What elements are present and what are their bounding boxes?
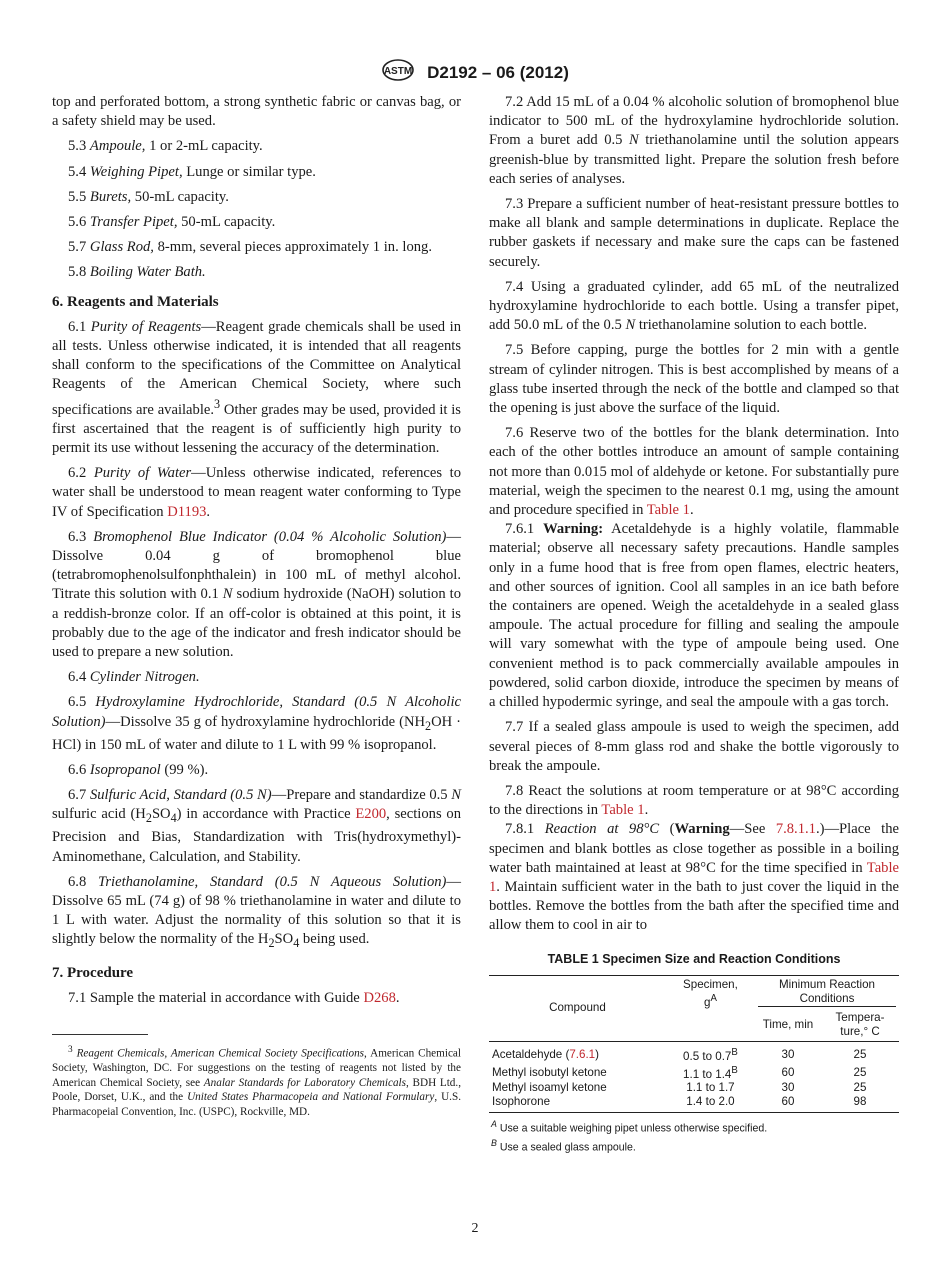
table-1 (489, 950, 899, 1155)
specimen-table (489, 975, 899, 1114)
table-note-a: $^A$ Use a suitable weighing pipet unless otherwise specified. (491, 1119, 768, 1135)
paragraph-6-8: 6.8 Triethanolamine, Standard (0.5 N Aqueous Solution)—Dissolve 65 mL (74 g) of 98 % triethanolamine in water and dilute to 1 L with water. Adjust the normality of this solution so that it is slightly below the normality of the $H_2SO_4$ being used. (52, 873, 462, 951)
link-e200[interactable]: E200 (355, 806, 387, 823)
apparatus-list (52, 137, 461, 282)
table-notes (489, 1117, 899, 1154)
page-header (0, 58, 950, 87)
table-row: Acetaldehyde (7.6.1) 0.5 to $0.7^B$ 30 25 (492, 1046, 867, 1063)
right-column (489, 93, 899, 1155)
link-d1193[interactable]: D1193 (167, 503, 207, 520)
paragraph-7-4: 7.4 Using a graduated cylinder, add 65 mL of the neutralized hydroxylamine hydrochloride to each bottle. Using a transfer pipet, add 50.0 mL of the 0.5 N triethanolamine solution to each bottle. (489, 278, 899, 334)
link-table-1[interactable]: Table 1 (489, 859, 899, 895)
paragraph-6-3: 6.3 Bromophenol Blue Indicator (0.04 % Alcoholic Solution)—Dissolve 0.04 g of bromophenol blue (tetrabromophenolsulfonphthalein) in 100 mL of methyl alcohol. Titrate this solution with 0.1 N sodium hydroxide (NaOH) solution to a reddish-bronze color. If an off-color is obtained at this point, it is probably due to the age of the indicator and fresh indicator should be used to prepare a new solution. (52, 528, 462, 660)
header-min-conditions: Minimum Reaction Conditions (755, 975, 899, 1009)
astm-logo-icon (381, 58, 415, 87)
paragraph-7-6: 7.6 Reserve two of the bottles for the blank determination. Into each of the other bottles introduce an amount of sample containing not more than 0.015 mol of aldehyde or ketone. For substantially pure material, weigh the specimen to the nearest 0.1 mg, using the amount and procedure specified in Table 1. (489, 425, 899, 519)
continued-paragraph: top and perforated bottom, a strong synthetic fabric or canvas bag, or a safety shield may be used. (52, 94, 461, 130)
paragraph-7-2: 7.2 Add 15 mL of a 0.04 % alcoholic solution of bromophenol blue indicator to 500 mL of the hydroxylamine hydrochloride solution. From a buret add 0.5 N triethanolamine until the solution appears greenish-blue by transmitted light. Prepare the solution fresh before each series of analyses. (489, 94, 899, 187)
table-caption: TABLE 1 Specimen Size and Reaction Conditions (547, 951, 841, 966)
paragraph-7-8-1: 7.8.1 Reaction at 98°C (Warning—See 7.8.1.1.)—Place the specimen and blank bottles as close together as possible in a boiling water bath maintained at least at 98°C for the time specified in Table 1. Maintain sufficient water in the bath to just cover the liquid in the bottles. Remove the bottles from the bath after the specified time and allow them to cool in air to (489, 821, 899, 934)
list-item: 5.5 Burets, 50-mL capacity. (68, 188, 229, 205)
document-id: D2192 – 06 (2012) (427, 62, 569, 82)
paragraph-7-5: 7.5 Before capping, purge the bottles for 2 min with a gentle stream of cylinder nitrogen. This is best accomplished by means of a glass tube inserted through the neck of the bottle and clamped so that the opening is just above the surface of the liquid. (489, 342, 899, 417)
table-row: Methyl isoamyl ketone 1.1 to 1.7 30 25 (492, 1081, 867, 1095)
paragraph-6-2: 6.2 Purity of Water—Unless otherwise indicated, references to water shall be understood to mean reagent water conforming to Type IV of Specification D1193. (52, 465, 461, 520)
link-table-1[interactable]: Table 1 (601, 802, 645, 819)
link-table-1[interactable]: Table 1 (646, 502, 690, 519)
paragraph-7-8: 7.8 React the solutions at room temperature or at 98°C according to the directions in Table 1. (489, 782, 899, 819)
paragraph-6-4: 6.4 Cylinder Nitrogen. (68, 669, 200, 686)
paragraph-6-6: 6.6 Isopropanol (99 %). (68, 761, 209, 778)
header-time: Time, min (755, 1009, 821, 1042)
link-7-6-1[interactable]: 7.6.1 (569, 1047, 596, 1061)
paragraph-7-7: 7.7 If a sealed glass ampoule is used to weigh the specimen, add several pieces of 8-mm glass rod and shake the bottle vigorously to break the ampoule. (489, 719, 899, 774)
paragraph-6-5: 6.5 Hydroxylamine Hydrochloride, Standard (0.5 N Alcoholic Solution)—Dissolve 35 g of hydroxylamine hydrochloride $(NH_2OH \cdot HCl)$ in 150 mL of water and dilute to 1 L with 99 % isopropanol. (52, 694, 462, 753)
link-7-8-1-1[interactable]: 7.8.1.1 (775, 821, 816, 838)
table-row: Isophorone 1.4 to 2.0 60 98 (489, 1095, 899, 1113)
section-heading-procedure: 7. Procedure (52, 964, 134, 981)
header-compound: Compound (489, 975, 666, 1041)
page-number: 2 (471, 1221, 479, 1236)
logo-text: ASTM (383, 66, 413, 77)
left-column (52, 93, 461, 1125)
link-d268[interactable]: D268 (363, 989, 396, 1006)
table-note-b: $^B$ Use a sealed glass ampoule. (491, 1137, 636, 1154)
paragraph-7-1: 7.1 Sample the material in accordance with Guide D268. (68, 989, 400, 1006)
paragraph-6-7: 6.7 Sulfuric Acid, Standard (0.5 N)—Prepare and standardize 0.5 N sulfuric acid $(H_2SO_4)$ in accordance with Practice E200, sections on Precision and Bias, Standardization with Tris(hydroxymethyl)-Aminomethane, Calculation, and Stability. (52, 787, 462, 865)
paragraph-7-3: 7.3 Prepare a sufficient number of heat-resistant pressure bottles to make all blank and sample determinations in duplicate. Replace the rubber gaskets if necessary and make sure the caps can be fastened securely. (489, 196, 899, 270)
table-row: Methyl isobutyl ketone 1.1 to $1.4^B$ 60 25 (492, 1064, 867, 1081)
footnote-3: $^3$ Reagent Chemicals, American Chemical Society Specifications, American Chemical Society, Washington, DC. For suggestions on the testing of reagents not listed by the American Chemical Society, see Analar Standards for Laboratory Chemicals, BDH Ltd., Poole, Dorset, U.K., and the United States Pharmacopeia and National Formulary, U.S. Pharmacopeial Convention, Inc. (USPC), Rockville, MD. (52, 1044, 461, 1118)
header-specimen: Specimen, $g^A$ (666, 975, 755, 1041)
list-item: 5.8 Boiling Water Bath. (68, 264, 206, 281)
footnote-ref[interactable]: 3 (214, 396, 221, 411)
paragraph-6-1: 6.1 Purity of Reagents—Reagent grade chemicals shall be used in all tests. Unless otherwise indicated, it is intended that all reagents shall conform to the specifications of the Committee on Analytical Reagents of the American Chemical Society, where such specifications are available.$^3$ Other grades may be used, provided it is first ascertained that the reagent is of sufficiently high purity to permit its use without lessening the accuracy of the determination. (52, 318, 461, 456)
list-item: 5.6 Transfer Pipet, 50-mL capacity. (68, 214, 276, 231)
list-item: 5.4 Weighing Pipet, Lunge or similar type. (68, 163, 316, 180)
list-item: 5.3 Ampoule, 1 or 2-mL capacity. (68, 138, 263, 155)
header-temperature: Tempera-ture,° C (821, 1009, 899, 1042)
paragraph-7-6-1: 7.6.1 Warning: Acetaldehyde is a highly volatile, flammable material; observe all necessary safety precautions. Handle samples only in a fume hood that is free from open flames, electric heaters, and other sources of ignition. Cool all samples in an ice bath before the containers are opened. Weigh the acetaldehyde in a sealed glass ampoule. The actual procedure for filling and sealing the ampoule will vary somewhat with the type of ampoule being used. One convenient method is to pack commercially available ampoules in powdered, solid carbon dioxide, introduce the specimen by means of a chilled hypodermic syringe, and seal the ampoule with a gas torch. (489, 521, 899, 711)
footnote-divider (52, 1034, 148, 1035)
list-item: 5.7 Glass Rod, 8-mm, several pieces approximately 1 in. long. (68, 239, 432, 256)
section-heading-reagents: 6. Reagents and Materials (52, 293, 219, 310)
